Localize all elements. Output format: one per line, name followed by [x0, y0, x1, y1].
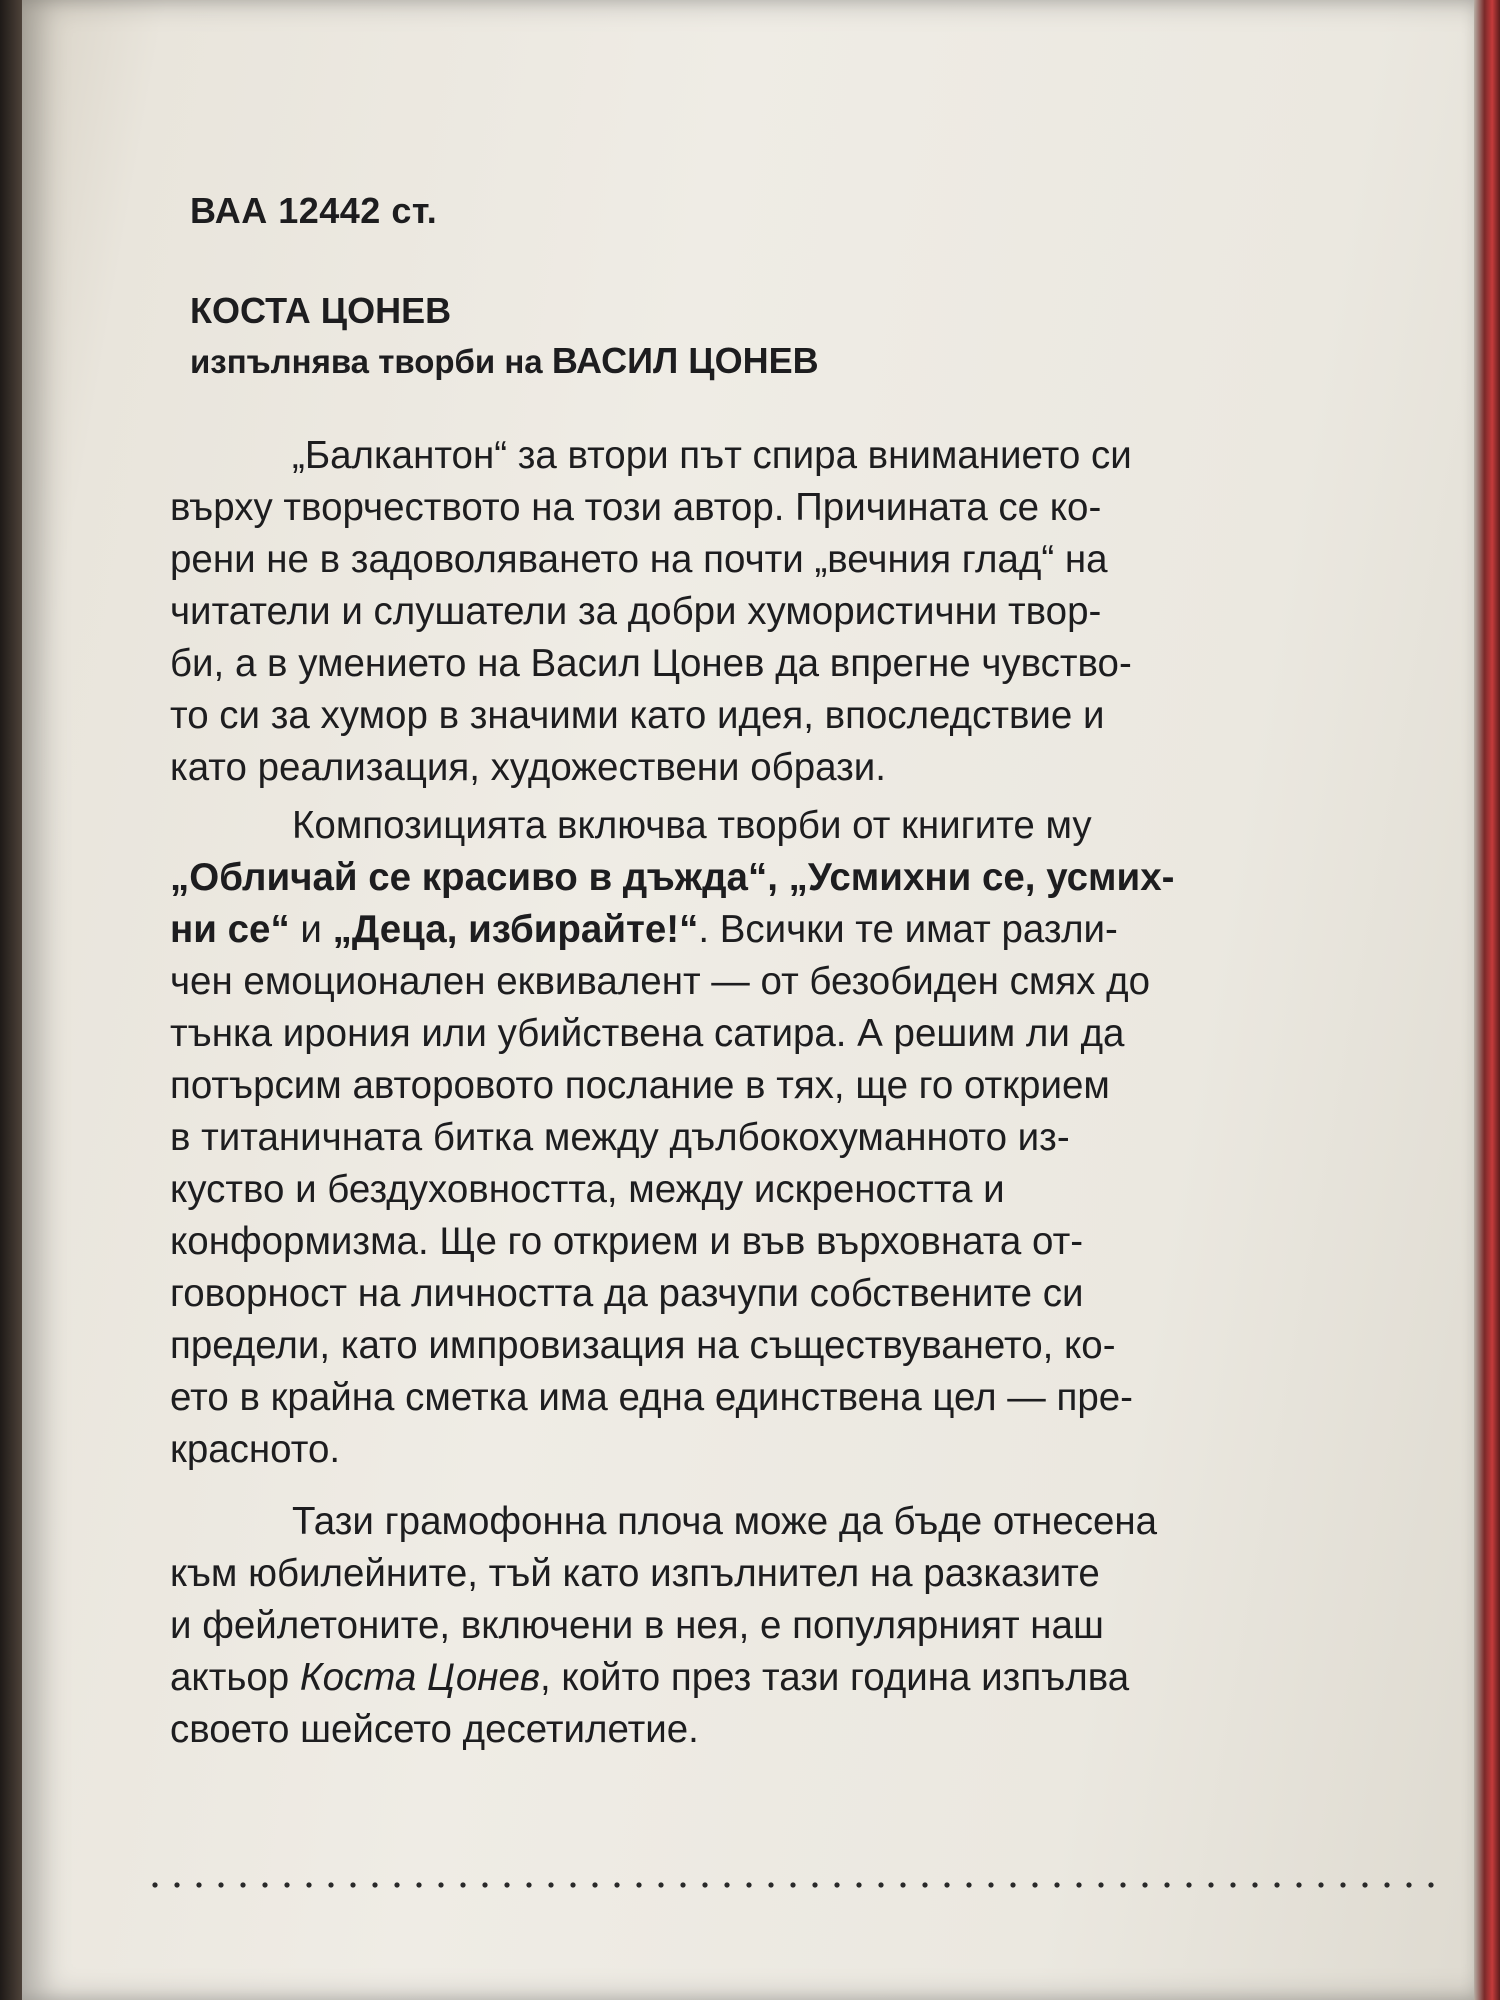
- paragraph-line: като реализация, художествени образи.: [170, 746, 886, 789]
- paragraph-line: [170, 1652, 1420, 1704]
- separator: и: [289, 908, 333, 951]
- composer-name: ВАСИЛ ЦОНЕВ: [551, 340, 819, 381]
- paragraph-line: куство и бездуховността, между искреността и: [170, 1168, 1005, 1211]
- paragraph-1: [170, 430, 1420, 794]
- book-page: [22, 0, 1480, 2000]
- paragraph-line: красното.: [170, 1428, 341, 1471]
- paragraph-2: [170, 800, 1420, 1476]
- paragraph-3: [170, 1496, 1420, 1756]
- paragraph-line: говорност на личността да разчупи собствените си: [170, 1272, 1084, 1315]
- dotted-separator: [144, 1880, 1434, 1890]
- paragraph-line: своето шейсето десетилетие.: [170, 1708, 699, 1751]
- book-title: „Обличай се красиво в дъжда“: [170, 856, 768, 899]
- paragraph-line: читатели и слушатели за добри хумористични твор-: [170, 590, 1102, 633]
- paragraph-line: Тази грамофонна плоча може да бъде отнесена: [292, 1500, 1158, 1543]
- paragraph-line: ето в крайна сметка има една единствена цел — пре-: [170, 1376, 1133, 1419]
- book-title: „Деца, избирайте!“: [332, 908, 699, 951]
- paragraph-line: и фейлетоните, включени в нея, е популярният наш: [170, 1604, 1104, 1647]
- paragraph-line: Композицията включва творби от книгите му: [292, 804, 1092, 847]
- liner-notes: [170, 190, 1420, 1756]
- paragraph-line: тънка ирония или убийствена сатира. А решим ли да: [170, 1012, 1125, 1055]
- paragraph-line: потърсим авторовото послание в тях, ще го открием: [170, 1064, 1110, 1107]
- paragraph-line-suffix: , който през тази година изпълва: [539, 1656, 1130, 1699]
- actor-name: Коста Цонев: [299, 1656, 540, 1699]
- paragraph-line: [170, 852, 1420, 904]
- paragraph-line: конформизма. Ще го открием и във върховната от-: [170, 1220, 1084, 1263]
- paragraph-line: „Балкантон“ за втори път спира вниманието си: [292, 434, 1132, 477]
- book-title: ни се“: [170, 908, 290, 951]
- catalog-number: ВАА 12442 ст.: [190, 190, 438, 231]
- paragraph-line: би, а в умението на Васил Цонев да впрегне чувство-: [170, 642, 1132, 685]
- subtitle: [190, 340, 1420, 382]
- separator: ,: [767, 856, 789, 899]
- paragraph-line: то си за хумор в значими като идея, впоследствие и: [170, 694, 1105, 737]
- artist-heading: КОСТА ЦОНЕВ: [190, 290, 452, 331]
- paragraph-line: върху творчеството на този автор. Причината се ко-: [170, 486, 1102, 529]
- book-title: „Усмихни се, усмих-: [788, 856, 1175, 899]
- paragraph-line: предели, като импровизация на съществуването, ко-: [170, 1324, 1116, 1367]
- paragraph-line-rest: . Всички те имат разли-: [698, 908, 1118, 951]
- subtitle-prefix: изпълнява творби на: [190, 343, 552, 380]
- paragraph-line: [170, 904, 1420, 956]
- paragraph-line: в титаничната битка между дълбокохуманното из-: [170, 1116, 1070, 1159]
- paragraph-line: към юбилейните, тъй като изпълнител на разказите: [170, 1552, 1100, 1595]
- paragraph-line: чен емоционален еквивалент — от безобиден смях до: [170, 960, 1151, 1003]
- paragraph-line-prefix: актьор: [170, 1656, 300, 1699]
- paragraph-line: рени не в задоволяването на почти „вечния глад“ на: [170, 538, 1108, 581]
- adjacent-page-edge: [1474, 0, 1500, 2000]
